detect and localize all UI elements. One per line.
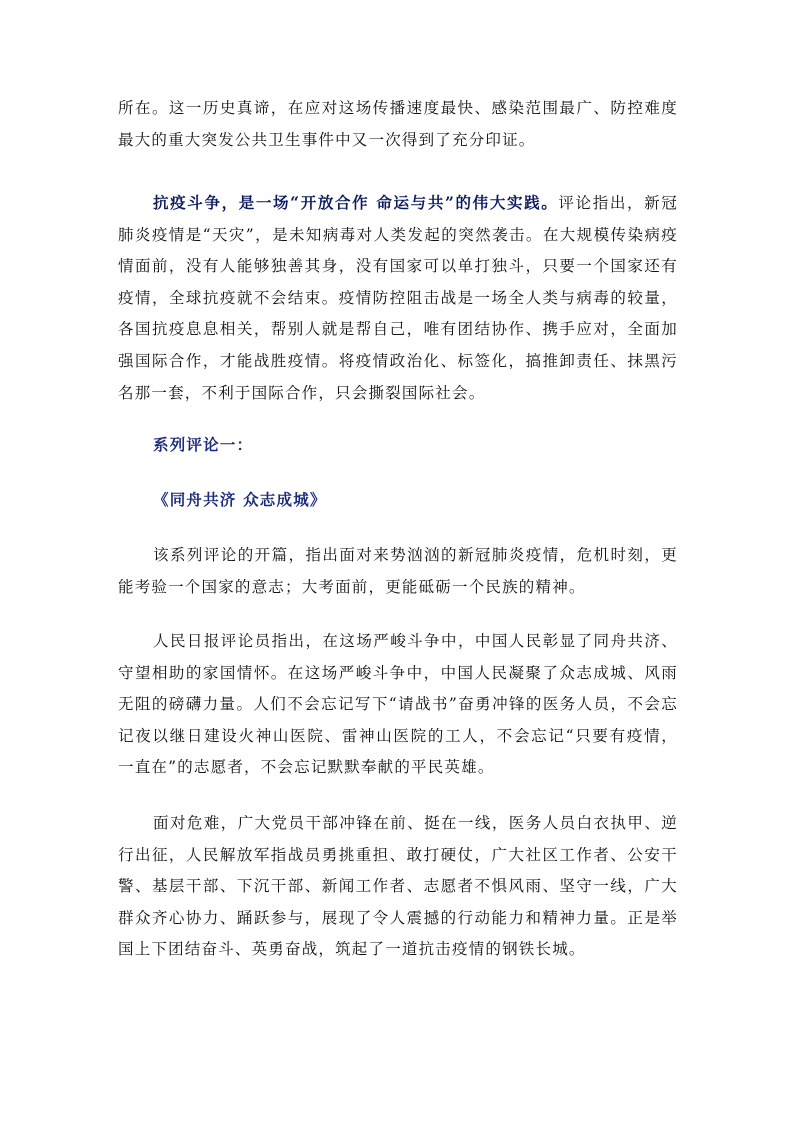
paragraph-commentator: 人民日报评论员指出，在这场严峻斗争中，中国人民彰显了同舟共济、守望相助的家国情怀。在这场严峻斗争中，中国人民凝聚了众志成城、风雨无阻的磅礴力量。人们不会忘记写下“请战书”奋勇冲锋的医务人员，不会忘记夜以继日建设火神山医院、雷神山医院的工人，不会忘记“只要有疫情，一直在”的志愿者，不会忘记默默奉献的平民英雄。 [118, 632, 678, 777]
paragraph-series-opening: 该系列评论的开篇，指出面对来势汹汹的新冠肺炎疫情，危机时刻，更能考验一个国家的意志；大考面前，更能砥砺一个民族的精神。 [118, 546, 678, 596]
paragraph-open-cooperation [118, 187, 678, 409]
article-title: 《同舟共济 众志成城》 [153, 490, 327, 509]
paragraph-body: 评论指出，新冠肺炎疫情是“天灾”，是未知病毒对人类发起的突然袭击。在大规模传染病疫情面前，没有人能够独善其身，没有国家可以单打独斗，只要一个国家还有疫情，全球抗疫就不会结束。疫情防控阻击战是一场全人类与病毒的较量，各国抗疫息息相关，帮别人就是帮自己，唯有团结协作、携手应对，全面加强国际合作，才能战胜疫情。将疫情政治化、标签化，搞推卸责任、抹黑污名那一套，不利于国际合作，只会撕裂国际社会。 [118, 194, 678, 402]
paragraph-facing-danger: 面对危难，广大党员干部冲锋在前、挺在一线，医务人员白衣执甲、逆行出征，人民解放军指战员勇挑重担、敢打硬仗，广大社区工作者、公安干警、基层干部、下沉干部、新闻工作者、志愿者不惧风雨、坚守一线，广大群众齐心协力、踊跃参与，展现了令人震撼的行动能力和精神力量。正是举国上下团结奋斗、英勇奋战，筑起了一道抗击疫情的钢铁长城。 [118, 814, 678, 959]
paragraph-lead-bold: 抗疫斗争，是一场“开放合作 命运与共”的伟大实践。 [153, 193, 559, 212]
paragraph-history-truth: 所在。这一历史真谛，在应对这场传播速度最快、感染范围最广、防控难度最大的重大突发公共卫生事件中又一次得到了充分印证。 [118, 99, 678, 149]
series-heading: 系列评论一： [153, 435, 254, 454]
